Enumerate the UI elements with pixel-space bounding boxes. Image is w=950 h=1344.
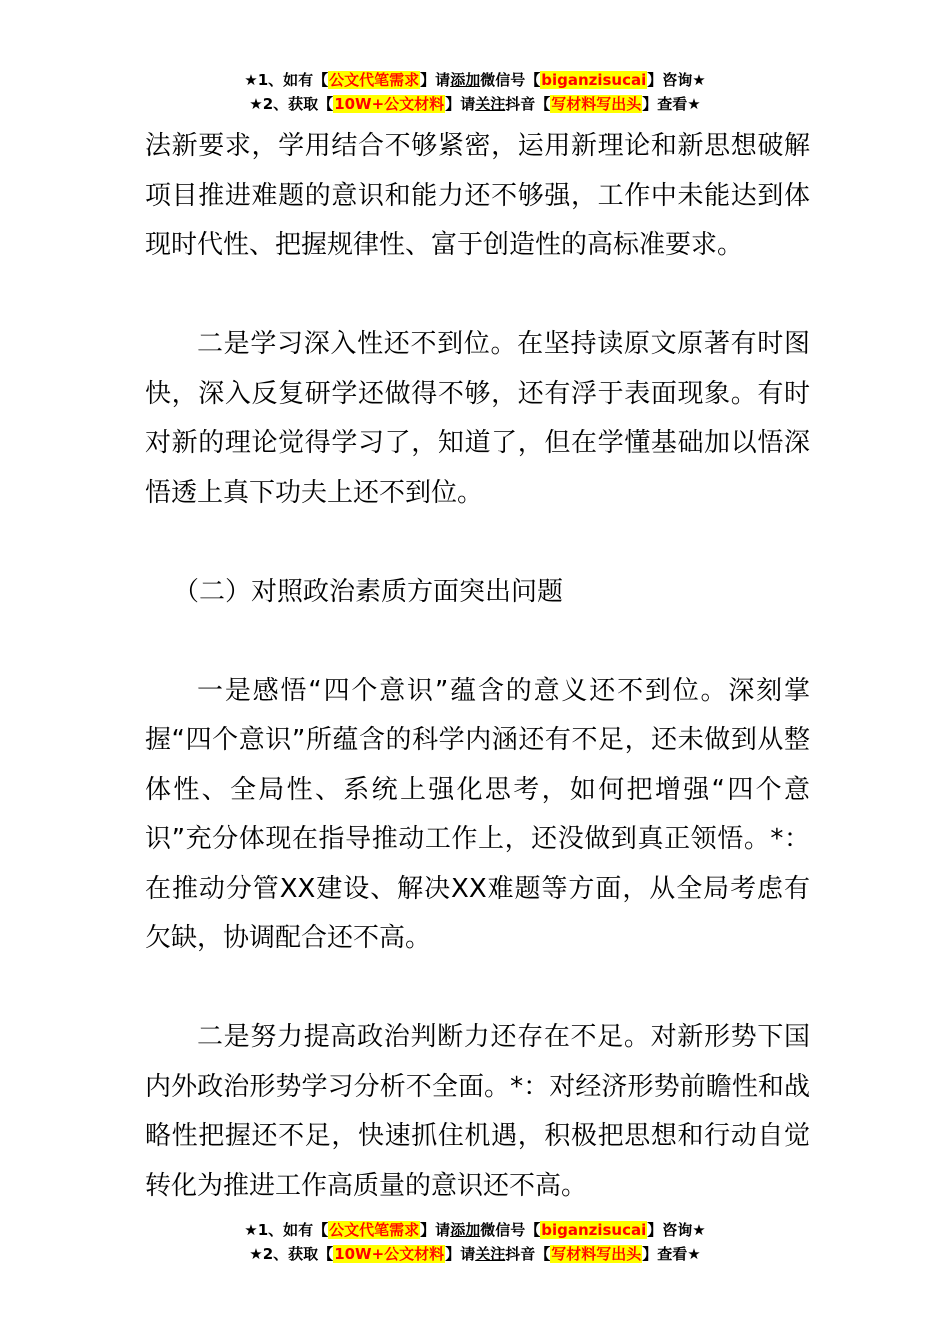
banner-highlight: 10W+公文材料 <box>334 95 445 113</box>
paragraph-continued: 法新要求，学用结合不够紧密，运用新理论和新思想破解项目推进难题的意识和能力还不够强，工作中未能达到体现时代性、把握规律性、富于创造性的高标准要求。 <box>145 131 810 260</box>
banner-underline: 关注 <box>475 95 506 113</box>
paragraph-gap <box>145 617 810 667</box>
banner-highlight: 写材料写出头 <box>551 95 642 113</box>
banner-line-1 <box>0 68 950 92</box>
banner-text: 】查看★ <box>642 95 701 113</box>
banner-highlight: 公文代笔需求 <box>329 71 420 89</box>
footer-banner <box>0 1218 950 1266</box>
banner-underline: 添加 <box>450 71 481 89</box>
banner-line-2 <box>0 1242 950 1266</box>
section-heading: （二）对照政治素质方面突出问题 <box>173 576 564 607</box>
banner-text: 】咨询★ <box>647 71 706 89</box>
paragraph: 一是感悟“四个意识”蕴含的意义还不到位。深刻掌握“四个意识”所蕴含的科学内涵还有不足，还未做到从整体性、全局性、系统上强化思考，如何把增强“四个意识”充分体现在指导推动工作上，还没做到真正领悟。*：在推动分管XX建设、解决XX难题等方面，从全局考虑有欠缺，协调配合还不高。 <box>145 675 810 953</box>
banner-text: 】查看★ <box>642 1245 701 1263</box>
banner-highlight: 写材料写出头 <box>551 1245 642 1263</box>
banner-text: 】请 <box>420 1221 451 1239</box>
banner-highlight: biganzisucai <box>541 71 647 89</box>
banner-text: ★1、如有【 <box>244 71 329 89</box>
banner-highlight: 公文代笔需求 <box>329 1221 420 1239</box>
banner-text: 抖音【 <box>505 1245 551 1263</box>
paragraph-gap <box>145 518 810 568</box>
banner-text: 微信号【 <box>480 71 541 89</box>
paragraph: 二是学习深入性还不到位。在坚持读原文原著有时图快，深入反复研学还做得不够，还有浮于表面现象。有时对新的理论觉得学习了，知道了，但在学懂基础加以悟深悟透上真下功夫上还不到位。 <box>145 329 810 508</box>
banner-text: 微信号【 <box>480 1221 541 1239</box>
paragraph: 二是努力提高政治判断力还存在不足。对新形势下国内外政治形势学习分析不全面。*：对经济形势前瞻性和战略性把握还不足，快速抓住机遇，积极把思想和行动自觉转化为推进工作高质量的意识还不高。 <box>145 1022 810 1201</box>
banner-line-1 <box>0 1218 950 1242</box>
banner-underline: 关注 <box>475 1245 506 1263</box>
banner-text: 】请 <box>445 1245 476 1263</box>
header-banner <box>0 68 950 116</box>
banner-highlight: 10W+公文材料 <box>334 1245 445 1263</box>
banner-underline: 添加 <box>450 1221 481 1239</box>
banner-text: ★2、获取【 <box>249 1245 334 1263</box>
banner-text: 】请 <box>420 71 451 89</box>
banner-text: ★2、获取【 <box>249 95 334 113</box>
document-body <box>145 122 810 1211</box>
paragraph-gap <box>145 964 810 1014</box>
banner-line-2 <box>0 92 950 116</box>
banner-text: 抖音【 <box>505 95 551 113</box>
banner-text: ★1、如有【 <box>244 1221 329 1239</box>
banner-text: 】请 <box>445 95 476 113</box>
banner-highlight: biganzisucai <box>541 1221 647 1239</box>
paragraph-gap <box>145 271 810 321</box>
banner-text: 】咨询★ <box>647 1221 706 1239</box>
